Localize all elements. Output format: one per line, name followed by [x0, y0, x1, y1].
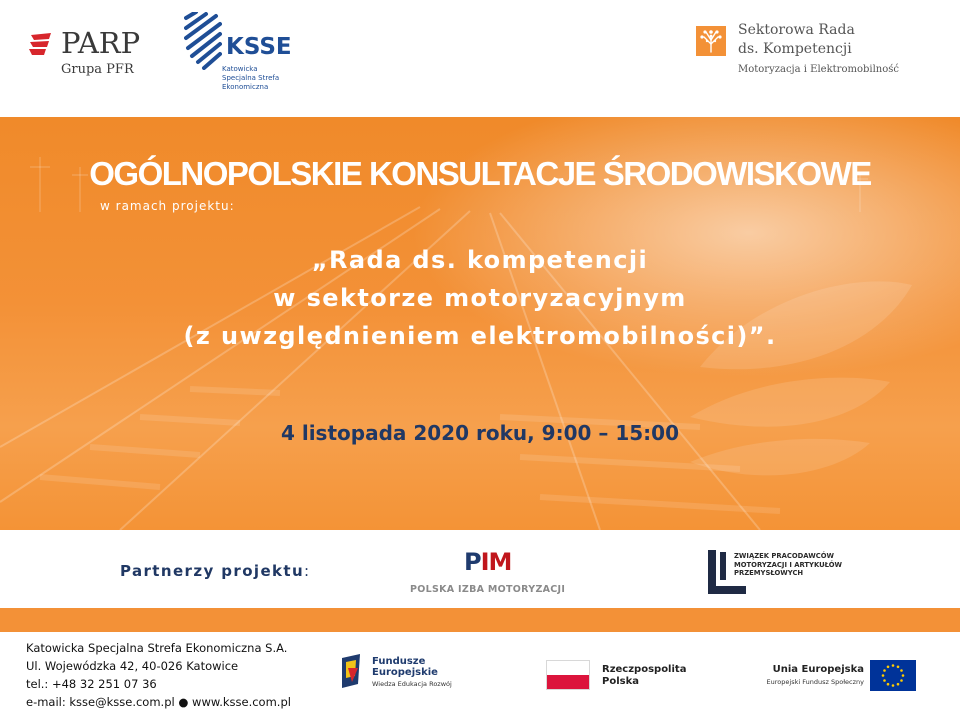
pim-name-part: P: [464, 548, 481, 576]
sector-council-line1: Sektorowa Rada: [738, 22, 855, 38]
parp-name: PARP: [61, 26, 141, 60]
eu-logo: [760, 660, 920, 696]
ksse-subtitle-line: Ekonomiczna: [222, 83, 269, 91]
ksse-subtitle: [222, 65, 302, 92]
project-name-line: „Rada ds. kompetencji: [311, 246, 649, 274]
rp-name: [602, 664, 686, 688]
ksse-subtitle-line: Specjalna Strefa: [222, 74, 280, 82]
contact-line: Ul. Wojewódzka 42, 40-026 Katowice: [26, 659, 239, 673]
ksse-name: KSSE: [226, 34, 292, 60]
pim-subtitle: POLSKA IZBA MOTORYZACJI: [410, 584, 566, 595]
partners-section: [0, 530, 960, 608]
project-name: [0, 241, 960, 355]
zp-name-line: ZWIĄZEK PRACODAWCÓW: [734, 552, 835, 560]
sector-council-line2: ds. Kompetencji: [738, 41, 852, 57]
event-subtitle: w ramach projektu:: [100, 199, 235, 213]
parp-subtitle: Grupa PFR: [61, 62, 134, 77]
rp-name-line: Rzeczpospolita: [602, 664, 687, 675]
ksse-logo: [184, 12, 304, 98]
partners-label-colon: :: [304, 562, 311, 580]
funds-name: [372, 656, 438, 678]
project-name-line: w sektorze motoryzacyjnym: [273, 284, 687, 312]
eu-flag-icon: [870, 660, 916, 691]
partners-label-text: Partnerzy projektu: [120, 562, 305, 580]
eu-fund: Europejski Fundusz Społeczny: [766, 678, 864, 686]
sector-council-logo: [696, 22, 936, 82]
project-name-line: (z uwzględnieniem elektromobilności)”.: [183, 322, 777, 350]
zp-logo: [706, 550, 866, 598]
funds-name-line: Europejskie: [372, 667, 438, 678]
zp-name-line: PRZEMYSŁOWYCH: [734, 569, 804, 577]
ksse-subtitle-line: Katowicka: [222, 65, 258, 73]
pim-name-part: IM: [480, 548, 512, 576]
contact-info: [26, 639, 291, 711]
contact-line: e-mail: ksse@ksse.com.pl ● www.ksse.com.pl: [26, 695, 291, 709]
ksse-logo-icon: [184, 12, 222, 70]
event-date: 4 listopada 2020 roku, 9:00 – 15:00: [280, 421, 680, 445]
hero-banner: [0, 117, 960, 530]
funds-logo: [342, 654, 472, 698]
sector-council-tree-icon: [696, 26, 726, 56]
header: [0, 0, 960, 117]
zp-name-line: MOTORYZACJI I ARTYKUŁÓW: [734, 560, 843, 569]
pim-logo: [410, 548, 570, 600]
poland-flag-icon: [546, 660, 590, 690]
zp-name: [734, 552, 864, 578]
eu-name: Unia Europejska: [772, 664, 864, 675]
parp-logo: [28, 28, 168, 88]
event-title: OGÓLNOPOLSKIE KONSULTACJE ŚRODOWISKOWE: [89, 155, 871, 192]
rp-logo: [546, 660, 686, 694]
parp-logo-icon: [28, 32, 54, 56]
funds-name-line: Fundusze: [372, 656, 426, 667]
partners-label: [120, 562, 311, 580]
pim-name: [464, 548, 511, 576]
contact-line: tel.: +48 32 251 07 36: [26, 677, 157, 691]
orange-divider: [0, 608, 960, 632]
rp-name-line: Polska: [602, 676, 639, 687]
funds-logo-icon: [342, 654, 364, 690]
footer: [0, 632, 960, 720]
contact-line: Katowicka Specjalna Strefa Ekonomiczna S.A.: [26, 641, 288, 655]
sector-council-line3: Motoryzacja i Elektromobilność: [738, 64, 899, 75]
funds-program: Wiedza Edukacja Rozwój: [372, 680, 452, 688]
